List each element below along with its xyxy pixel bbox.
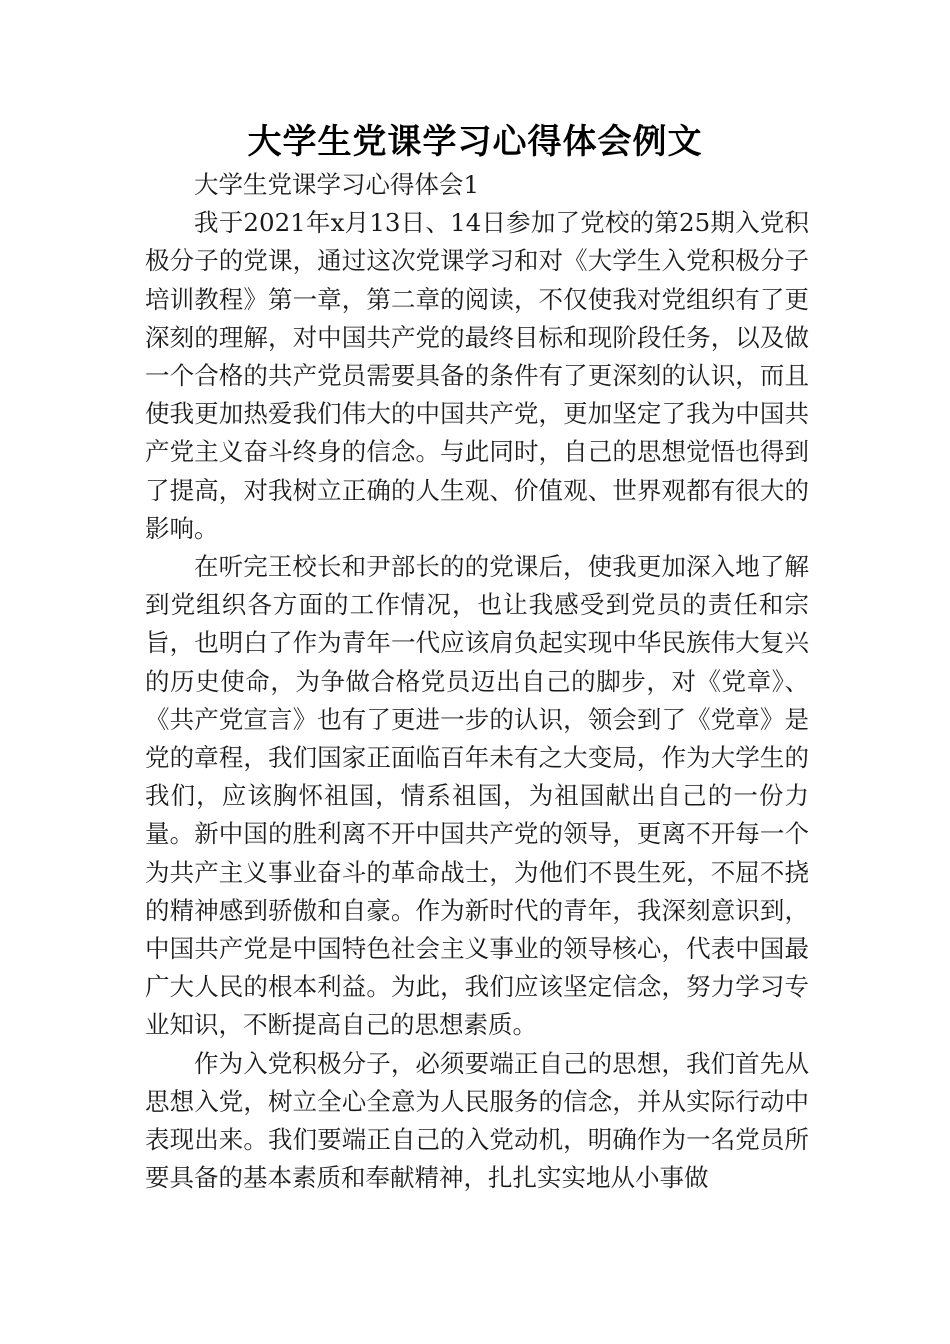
paragraph: 在听完王校长和尹部长的的党课后，使我更加深入地了解到党组织各方面的工作情况，也让我感受到党员的责任和宗旨，也明白了作为青年一代应该肩负起实现中华民族伟大复兴的历史使命，为争做合格党员迈出自己的脚步，对《党章》、《共产党宣言》也有了更进一步的认识，领会到了《党章》是党的章程，我们国家正面临百年未有之大变局，作为大学生的我们，应该胸怀祖国，情系祖国，为祖国献出自己的一份力量。新中国的胜利离不开中国共产党的领导，更离不开每一个为共产主义事业奋斗的革命战士，为他们不畏生死，不屈不挠的精神感到骄傲和自豪。作为新时代的青年，我深刻意识到，中国共产党是中国特色社会主义事业的领导核心，代表中国最广大人民的根本利益。为此，我们应该坚定信念，努力学习专业知识，不断提高自己的思想素质。 [145,552,809,1040]
paragraph: 作为入党积极分子，必须要端正自己的思想，我们首先从思想入党，树立全心全意为人民服务的信念，并从实际行动中表现出来。我们要端正自己的入党动机，明确作为一名党员所要具备的基本素质和奉献精神，扎扎实实地从小事做 [145,1048,809,1193]
paragraph: 我于2021年x月13日、14日参加了党校的第25期入党积极分子的党课，通过这次党课学习和对《大学生入党积极分子培训教程》第一章，第二章的阅读，不仅使我对党组织有了更深刻的理解，对中国共产党的最终目标和现阶段任务，以及做一个合格的共产党员需要具备的条件有了更深刻的认识，而且使我更加热爱我们伟大的中国共产党，更加坚定了我为中国共产党主义奋斗终身的信念。与此同时，自己的思想觉悟也得到了提高，对我树立正确的人生观、价值观、世界观都有很大的影响。 [145,208,809,543]
document-title: 大学生党课学习心得体会例文 [247,122,703,162]
document-body [145,166,809,1197]
section-heading: 大学生党课学习心得体会1 [194,170,480,199]
